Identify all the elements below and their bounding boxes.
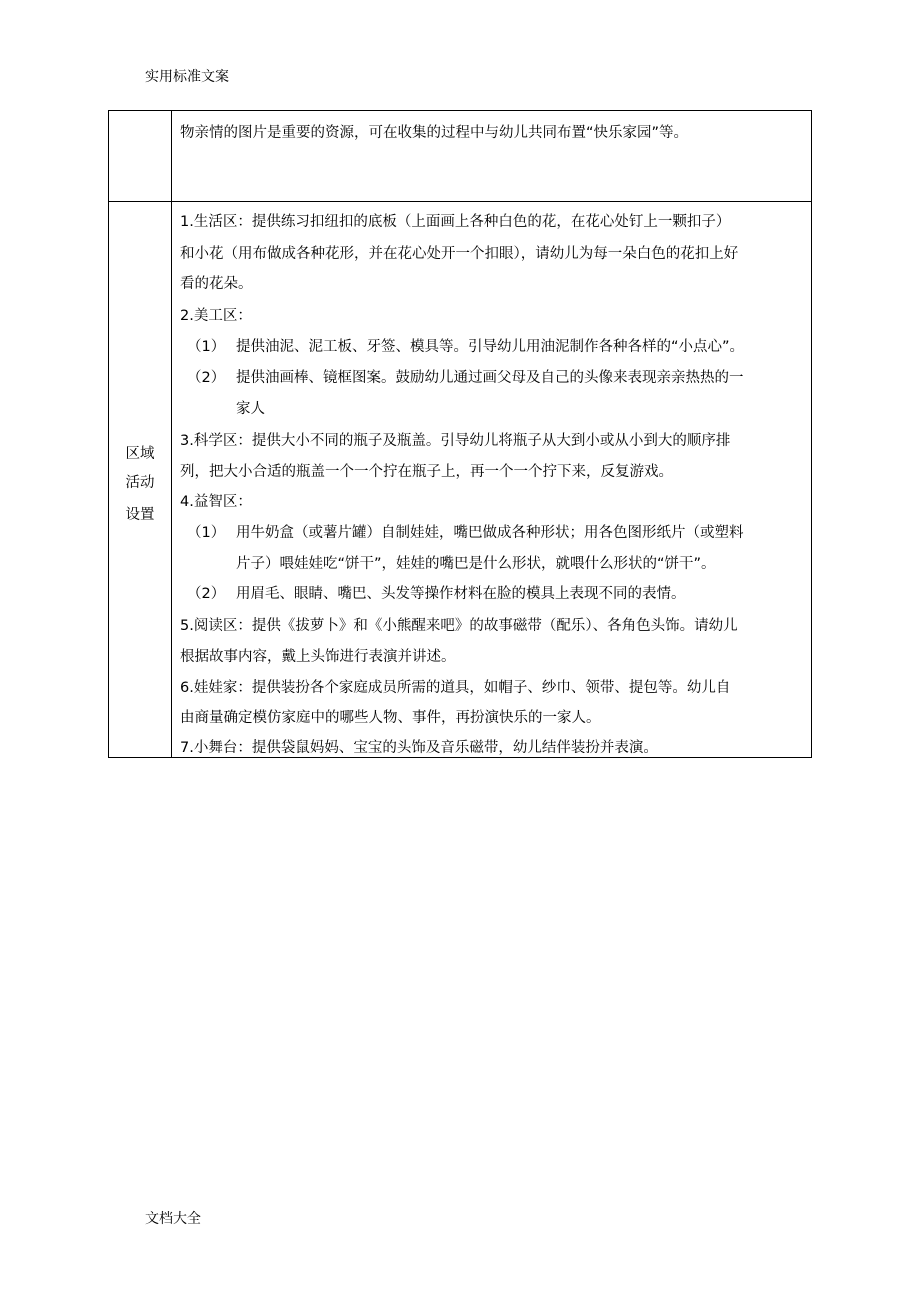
row1-text: 物亲情的图片是重要的资源，可在收集的过程中与幼儿共同布置“快乐家园”等。 <box>180 125 689 141</box>
content-line: 6.娃娃家：提供装扮各个家庭成员所需的道具，如帽子、纱巾、领带、提包等。幼儿自 <box>180 680 731 696</box>
row2-label-line-1: 区域 <box>125 446 155 462</box>
content-line: 7.小舞台：提供袋鼠妈妈、宝宝的头饰及音乐磁带，幼儿结伴装扮并表演。 <box>180 740 658 756</box>
content-line: 4.益智区： <box>180 494 252 510</box>
page-header: 实用标准文案 <box>145 69 229 85</box>
content-line: 用眉毛、眼睛、嘴巴、头发等操作材料在脸的模具上表现不同的表情。 <box>236 586 686 602</box>
content-line: 根据故事内容，戴上头饰进行表演并讲述。 <box>180 649 456 665</box>
content-line: 提供油画棒、镜框图案。鼓励幼儿通过画父母及自己的头像来表现亲亲热热的一 <box>236 370 744 386</box>
content-line: 3.科学区：提供大小不同的瓶子及瓶盖。引导幼儿将瓶子从大到小或从小到大的顺序排 <box>180 433 731 449</box>
content-item-marker: （2） <box>187 586 226 602</box>
content-line: 和小花（用布做成各种花形，并在花心处开一个扣眼），请幼儿为每一朵白色的花扣上好 <box>180 246 739 262</box>
content-line: 提供油泥、泥工板、牙签、模具等。引导幼儿用油泥制作各种各样的“小点心”。 <box>236 339 745 355</box>
row2-label-line-2: 活动 <box>125 475 155 491</box>
row-divider <box>109 201 811 202</box>
content-line: 用牛奶盒（或薯片罐）自制娃娃，嘴巴做成各种形状；用各色图形纸片（或塑料 <box>236 525 744 541</box>
page-footer: 文档大全 <box>145 1211 201 1227</box>
content-line: 看的花朵。 <box>180 276 253 292</box>
content-line: 1.生活区：提供练习扣纽扣的底板（上面画上各种白色的花，在花心处钉上一颗扣子） <box>180 214 731 230</box>
row2-label-line-3: 设置 <box>125 507 155 523</box>
column-divider <box>171 111 172 757</box>
content-line: 片子）喂娃娃吃“饼干”，娃娃的嘴巴是什么形状，就喂什么形状的“饼干”。 <box>236 556 716 572</box>
content-line: 5.阅读区：提供《拔萝卜》和《小熊醒来吧》的故事磁带（配乐）、各角色头饰。请幼儿 <box>180 618 738 634</box>
content-item-marker: （1） <box>187 525 226 541</box>
content-item-marker: （2） <box>187 370 226 386</box>
content-line: 列，把大小合适的瓶盖一个一个拧在瓶子上，再一个一个拧下来，反复游戏。 <box>180 464 673 480</box>
content-line: 2.美工区： <box>180 308 252 324</box>
content-item-marker: （1） <box>187 339 226 355</box>
content-table <box>108 110 812 758</box>
content-line: 家人 <box>236 401 265 417</box>
content-line: 由商量确定模仿家庭中的哪些人物、事件，再扮演快乐的一家人。 <box>180 710 601 726</box>
